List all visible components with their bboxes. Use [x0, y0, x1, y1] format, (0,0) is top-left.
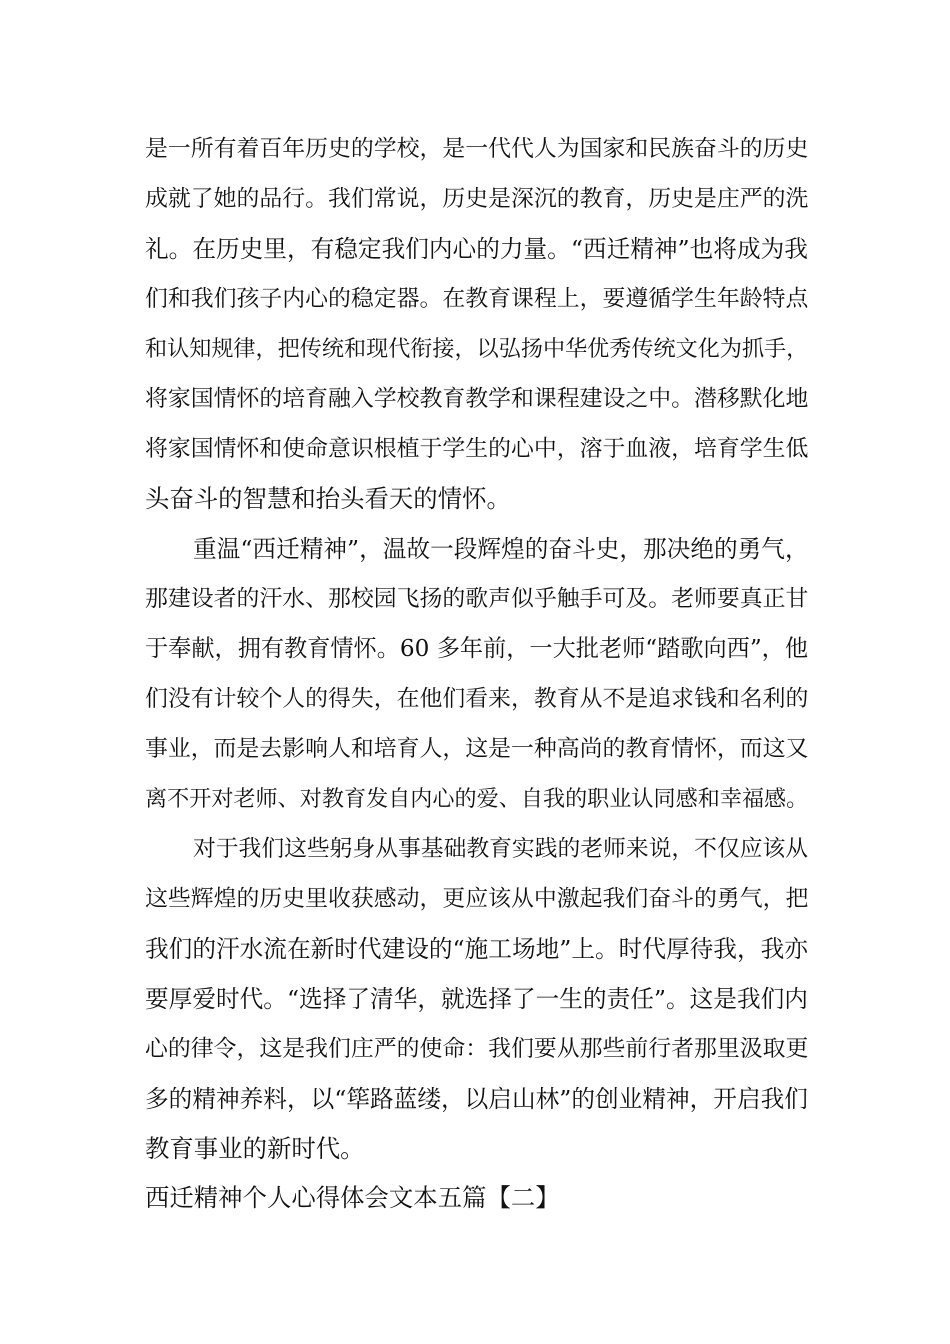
paragraph-2-line-1: 重温“西迁精神”，温故一段辉煌的奋斗史，那决绝的勇气，	[193, 535, 809, 563]
paragraph-1-line-3: 礼。在历史里，有稳定我们内心的力量。“西迁精神”也将成为我	[145, 235, 808, 263]
paragraph-2-line-5: 事业，而是去影响人和培育人，这是一种高尚的教育情怀，而这又	[145, 736, 809, 762]
paragraph-3-line-6: 多的精神养料，以“筚路蓝缕，以启山林”的创业精神，开启我们	[145, 1085, 808, 1113]
paragraph-3-line-4: 要厚爱时代。“选择了清华，就选择了一生的责任”。这是我们内	[145, 985, 808, 1013]
paragraph-3-line-5: 心的律令，这是我们庄严的使命：我们要从那些前行者那里汲取更	[145, 1036, 809, 1062]
paragraph-1-line-8: 头奋斗的智慧和抬头看天的情怀。	[145, 484, 511, 513]
paragraph-3-line-1: 对于我们这些躬身从事基础教育实践的老师来说，不仅应该从	[193, 836, 809, 862]
paragraph-1-line-1: 是一所有着百年历史的学校，是一代代人为国家和民族奋斗的历史	[145, 136, 809, 162]
paragraph-1-line-4: 们和我们孩子内心的稳定器。在教育课程上，要遵循学生年龄特点	[145, 286, 809, 312]
paragraph-3-line-7: 教育事业的新时代。	[145, 1134, 365, 1163]
paragraph-2-line-3: 于奉献，拥有教育情怀。60 多年前，一大批老师“踏歌向西”，他	[145, 635, 809, 662]
paragraph-1-line-6: 将家国情怀的培育融入学校教育教学和课程建设之中。潜移默化地	[145, 386, 809, 412]
paragraph-3-line-3: 我们的汗水流在新时代建设的“施工场地”上。时代厚待我，我亦	[145, 935, 808, 963]
paragraph-3-line-2: 这些辉煌的历史里收获感动，更应该从中激起我们奋斗的勇气，把	[145, 886, 809, 912]
paragraph-2-line-4: 们没有计较个人的得失，在他们看来，教育从不是追求钱和名利的	[145, 686, 809, 712]
paragraph-2-line-2: 那建设者的汗水、那校园飞扬的歌声似乎触手可及。老师要真正甘	[145, 586, 809, 612]
section-title: 西迁精神个人心得体会文本五篇【二】	[145, 1183, 560, 1212]
paragraph-1-line-5: 和认知规律，把传统和现代衔接，以弘扬中华优秀传统文化为抓手，	[145, 336, 809, 362]
paragraph-1-line-7: 将家国情怀和使命意识根植于学生的心中，溶于血液，培育学生低	[145, 436, 809, 462]
paragraph-2-line-6: 离不开对老师、对教育发自内心的爱、自我的职业认同感和幸福感。	[145, 786, 809, 812]
paragraph-1-line-2: 成就了她的品行。我们常说，历史是深沉的教育，历史是庄严的洗	[145, 186, 809, 212]
